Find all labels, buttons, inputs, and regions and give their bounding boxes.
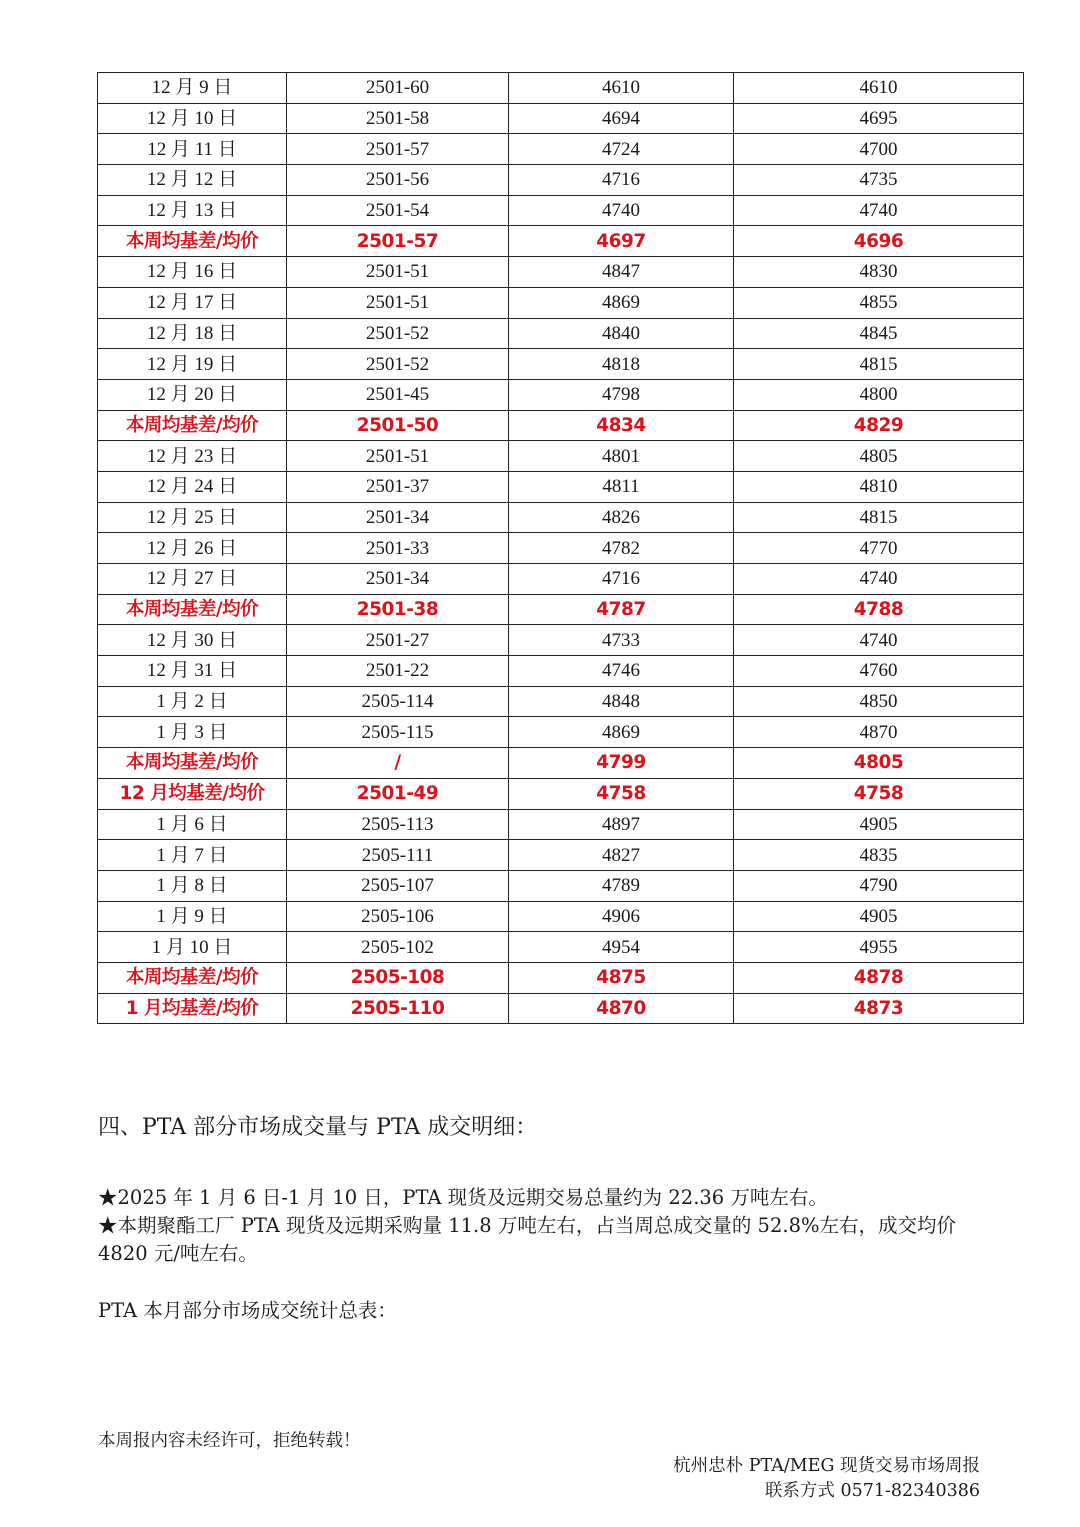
date-cell: 12 月 10 日 — [98, 103, 287, 134]
monthly-stats-subheading: PTA 本月部分市场成交统计总表： — [98, 1299, 397, 1322]
basis-cell: / — [287, 748, 509, 779]
price-cell-b: 4805 — [734, 441, 1024, 472]
publisher-name: 杭州忠朴 PTA/MEG 现货交易市场周报 — [673, 1456, 980, 1476]
polyester-purchase-line: ★本期聚酯工厂 PTA 现货及远期采购量 11.8 万吨左右，占当周总成交量的 52.8%左右，成交均价 — [98, 1214, 957, 1237]
price-cell-b: 4905 — [734, 901, 1024, 932]
basis-cell: 2501-27 — [287, 625, 509, 656]
price-cell-b: 4878 — [734, 962, 1024, 993]
basis-cell: 2501-45 — [287, 379, 509, 410]
date-cell: 1 月 8 日 — [98, 870, 287, 901]
price-cell-b: 4829 — [734, 410, 1024, 441]
date-cell: 12 月 18 日 — [98, 318, 287, 349]
table-row — [98, 349, 1024, 380]
price-cell-b: 4735 — [734, 165, 1024, 196]
basis-cell: 2505-107 — [287, 870, 509, 901]
price-cell-b: 4740 — [734, 625, 1024, 656]
price-cell-b: 4810 — [734, 471, 1024, 502]
basis-cell: 2501-54 — [287, 195, 509, 226]
basis-cell: 2501-33 — [287, 533, 509, 564]
summary-row — [98, 410, 1024, 441]
copyright-notice: 本周报内容未经许可，拒绝转载！ — [98, 1431, 361, 1451]
date-cell: 12 月 12 日 — [98, 165, 287, 196]
basis-cell: 2505-110 — [287, 993, 509, 1024]
price-cell-b: 4873 — [734, 993, 1024, 1024]
date-cell: 12 月 19 日 — [98, 349, 287, 380]
price-cell-b: 4905 — [734, 809, 1024, 840]
date-cell: 1 月 10 日 — [98, 932, 287, 963]
basis-cell: 2505-113 — [287, 809, 509, 840]
contact-info: 联系方式 0571-82340386 — [764, 1481, 980, 1501]
summary-row — [98, 594, 1024, 625]
basis-cell: 2505-106 — [287, 901, 509, 932]
table-row — [98, 134, 1024, 165]
basis-cell: 2501-34 — [287, 564, 509, 595]
price-cell-a: 4801 — [509, 441, 734, 472]
table-row — [98, 686, 1024, 717]
basis-cell: 2501-50 — [287, 410, 509, 441]
date-cell: 12 月 13 日 — [98, 195, 287, 226]
date-cell: 12 月 25 日 — [98, 502, 287, 533]
table-row — [98, 287, 1024, 318]
date-cell: 本周均基差/均价 — [98, 962, 287, 993]
table-row — [98, 901, 1024, 932]
price-cell-a: 4870 — [509, 993, 734, 1024]
basis-cell: 2505-114 — [287, 686, 509, 717]
basis-cell: 2501-60 — [287, 73, 509, 104]
basis-cell: 2505-108 — [287, 962, 509, 993]
price-cell-b: 4788 — [734, 594, 1024, 625]
price-cell-a: 4827 — [509, 840, 734, 871]
price-cell-a: 4697 — [509, 226, 734, 257]
date-cell: 本周均基差/均价 — [98, 226, 287, 257]
basis-price-table — [97, 72, 1024, 1024]
date-cell: 12 月 27 日 — [98, 564, 287, 595]
table-row — [98, 533, 1024, 564]
price-cell-a: 4897 — [509, 809, 734, 840]
table-row — [98, 840, 1024, 871]
price-cell-a: 4875 — [509, 962, 734, 993]
date-cell: 12 月 24 日 — [98, 471, 287, 502]
date-cell: 本周均基差/均价 — [98, 748, 287, 779]
volume-summary-line: ★2025 年 1 月 6 日-1 月 10 日，PTA 现货及远期交易总量约为 22.36 万吨左右。 — [98, 1186, 828, 1209]
date-cell: 12 月 31 日 — [98, 656, 287, 687]
table-row — [98, 103, 1024, 134]
price-cell-a: 4834 — [509, 410, 734, 441]
price-cell-a: 4869 — [509, 717, 734, 748]
price-cell-a: 4724 — [509, 134, 734, 165]
table-row — [98, 165, 1024, 196]
price-cell-a: 4840 — [509, 318, 734, 349]
price-cell-b: 4815 — [734, 349, 1024, 380]
summary-row — [98, 778, 1024, 809]
summary-row — [98, 226, 1024, 257]
price-cell-a: 4694 — [509, 103, 734, 134]
price-cell-b: 4855 — [734, 287, 1024, 318]
basis-cell: 2505-115 — [287, 717, 509, 748]
table-row — [98, 471, 1024, 502]
price-cell-a: 4848 — [509, 686, 734, 717]
table-row — [98, 625, 1024, 656]
basis-cell: 2501-56 — [287, 165, 509, 196]
date-cell: 12 月 16 日 — [98, 257, 287, 288]
price-cell-a: 4906 — [509, 901, 734, 932]
price-cell-a: 4869 — [509, 287, 734, 318]
date-cell: 1 月 7 日 — [98, 840, 287, 871]
price-cell-a: 4740 — [509, 195, 734, 226]
price-cell-b: 4845 — [734, 318, 1024, 349]
price-cell-b: 4830 — [734, 257, 1024, 288]
date-cell: 12 月 23 日 — [98, 441, 287, 472]
price-cell-b: 4740 — [734, 195, 1024, 226]
date-cell: 1 月 3 日 — [98, 717, 287, 748]
price-cell-a: 4610 — [509, 73, 734, 104]
price-cell-b: 4696 — [734, 226, 1024, 257]
price-cell-b: 4815 — [734, 502, 1024, 533]
date-cell: 本周均基差/均价 — [98, 594, 287, 625]
basis-cell: 2501-22 — [287, 656, 509, 687]
table-row — [98, 564, 1024, 595]
basis-cell: 2501-57 — [287, 226, 509, 257]
table-row — [98, 73, 1024, 104]
summary-row — [98, 993, 1024, 1024]
price-cell-b: 4760 — [734, 656, 1024, 687]
price-cell-a: 4787 — [509, 594, 734, 625]
price-cell-a: 4826 — [509, 502, 734, 533]
price-cell-b: 4740 — [734, 564, 1024, 595]
table-row — [98, 717, 1024, 748]
basis-cell: 2505-111 — [287, 840, 509, 871]
table-row — [98, 809, 1024, 840]
date-cell: 12 月均基差/均价 — [98, 778, 287, 809]
basis-cell: 2501-51 — [287, 441, 509, 472]
price-cell-a: 4798 — [509, 379, 734, 410]
basis-cell: 2501-51 — [287, 287, 509, 318]
summary-row — [98, 962, 1024, 993]
date-cell: 1 月均基差/均价 — [98, 993, 287, 1024]
price-cell-b: 4870 — [734, 717, 1024, 748]
price-cell-a: 4847 — [509, 257, 734, 288]
price-cell-b: 4955 — [734, 932, 1024, 963]
price-cell-b: 4805 — [734, 748, 1024, 779]
date-cell: 1 月 2 日 — [98, 686, 287, 717]
price-cell-a: 4716 — [509, 564, 734, 595]
date-cell: 1 月 6 日 — [98, 809, 287, 840]
date-cell: 本周均基差/均价 — [98, 410, 287, 441]
price-cell-b: 4850 — [734, 686, 1024, 717]
section-heading: 四、PTA 部分市场成交量与 PTA 成交明细： — [98, 1115, 538, 1140]
basis-cell: 2501-38 — [287, 594, 509, 625]
price-cell-a: 4789 — [509, 870, 734, 901]
price-cell-a: 4782 — [509, 533, 734, 564]
table-row — [98, 195, 1024, 226]
date-cell: 12 月 17 日 — [98, 287, 287, 318]
price-cell-a: 4716 — [509, 165, 734, 196]
price-cell-b: 4700 — [734, 134, 1024, 165]
price-cell-a: 4954 — [509, 932, 734, 963]
basis-cell: 2501-52 — [287, 318, 509, 349]
price-cell-b: 4610 — [734, 73, 1024, 104]
basis-cell: 2501-49 — [287, 778, 509, 809]
table-row — [98, 502, 1024, 533]
date-cell: 12 月 20 日 — [98, 379, 287, 410]
price-cell-b: 4758 — [734, 778, 1024, 809]
price-cell-b: 4790 — [734, 870, 1024, 901]
price-cell-b: 4835 — [734, 840, 1024, 871]
basis-cell: 2501-34 — [287, 502, 509, 533]
basis-cell: 2501-57 — [287, 134, 509, 165]
date-cell: 12 月 11 日 — [98, 134, 287, 165]
basis-cell: 2501-52 — [287, 349, 509, 380]
basis-cell: 2501-58 — [287, 103, 509, 134]
basis-cell: 2505-102 — [287, 932, 509, 963]
price-cell-a: 4818 — [509, 349, 734, 380]
basis-cell: 2501-51 — [287, 257, 509, 288]
table-row — [98, 656, 1024, 687]
average-price-line: 4820 元/吨左右。 — [98, 1242, 258, 1265]
price-cell-b: 4800 — [734, 379, 1024, 410]
table-row — [98, 870, 1024, 901]
table-row — [98, 932, 1024, 963]
price-cell-a: 4733 — [509, 625, 734, 656]
table-row — [98, 318, 1024, 349]
price-cell-b: 4770 — [734, 533, 1024, 564]
date-cell: 1 月 9 日 — [98, 901, 287, 932]
date-cell: 12 月 9 日 — [98, 73, 287, 104]
table-row — [98, 257, 1024, 288]
basis-cell: 2501-37 — [287, 471, 509, 502]
table-row — [98, 379, 1024, 410]
price-cell-a: 4758 — [509, 778, 734, 809]
price-cell-a: 4811 — [509, 471, 734, 502]
date-cell: 12 月 26 日 — [98, 533, 287, 564]
table-row — [98, 441, 1024, 472]
price-cell-b: 4695 — [734, 103, 1024, 134]
price-cell-a: 4799 — [509, 748, 734, 779]
date-cell: 12 月 30 日 — [98, 625, 287, 656]
price-cell-a: 4746 — [509, 656, 734, 687]
summary-row — [98, 748, 1024, 779]
